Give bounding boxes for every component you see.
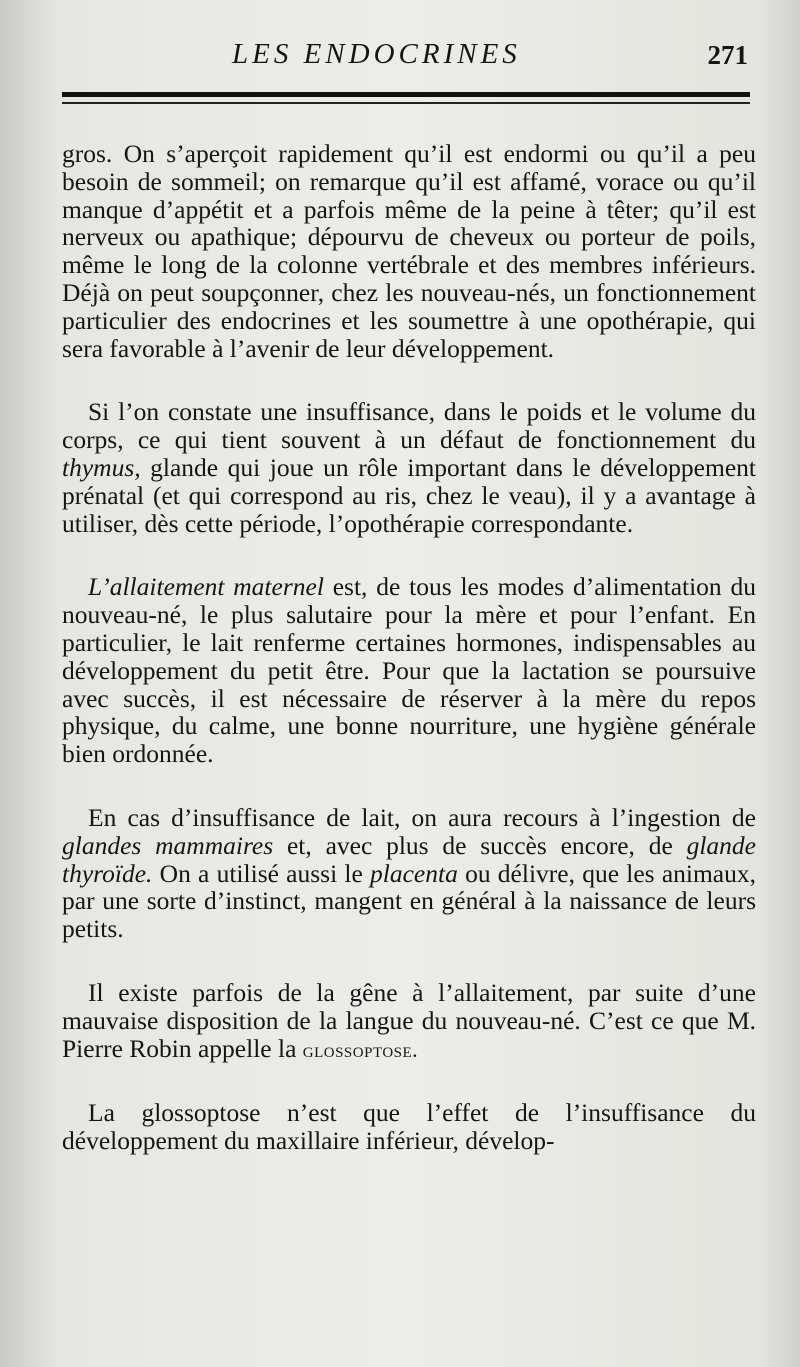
allaitement-term: L’allaitement maternel (88, 572, 324, 602)
paragraph-5 (62, 979, 756, 1063)
glande-thyroide-term: glande thyroïde. (62, 830, 756, 888)
paragraph-6: La glossoptose n’est que l’effet de l’insuffisance du développement du maxillaire inférieur, dévelop- (62, 1098, 756, 1156)
page-number: 271 (707, 40, 748, 70)
placenta-term: placenta (370, 858, 458, 888)
thymus-term: thymus, (62, 452, 141, 482)
paragraph-2-text-b: glande qui joue un rôle important dans le développement prénatal (et qui correspond au ris, chez le veau), il y a avantage à utiliser, dès cette période, l’opothérapie correspondante. (62, 452, 756, 538)
header-rule-thin (62, 102, 750, 104)
paragraph-3-text: est, de tous les modes d’alimentation du nouveau-né, le plus salutaire pour la mère et pour l’enfant. En particulier, le lait renferme certaines hormones, indispensables au développement du petit être. Pour que la lactation se poursuive avec succès, il est nécessaire de réserver à la mère du repos physique, du calme, une bonne nourriture, une hygiène générale bien ordonnée. (62, 572, 756, 769)
paragraph-4-text-d: ou délivre, que les animaux, par une sorte d’instinct, mangent en général à la naissance de leurs petits. (62, 858, 756, 944)
paragraph-5-text: Il existe parfois de la gêne à l’allaitement, par suite d’une mauvaise disposition de la langue du nouveau-né. C’est ce que M. Pierre Robin appelle la (62, 977, 756, 1063)
paragraph-3 (62, 573, 756, 768)
paragraph-4-text-a: En cas d’insuffisance de lait, on aura recours à l’ingestion de (88, 802, 756, 832)
paragraph-4 (62, 804, 756, 943)
glossoptose-term: glossoptose. (302, 1036, 419, 1062)
paragraph-4-text-b: et, avec plus de succès encore, de (273, 830, 687, 860)
body-text (62, 140, 756, 1191)
running-title: LES ENDOCRINES (232, 38, 521, 70)
glandes-mammaires-term: glandes mammaires (62, 830, 274, 860)
paragraph-2-text-a: Si l’on constate une insuffisance, dans le poids et le volume du corps, ce qui tient souvent à un défaut de fonctionnement du (62, 397, 756, 455)
paragraph-4-text-c: On a utilisé aussi le (152, 858, 371, 888)
paragraph-1: gros. On s’aperçoit rapidement qu’il est endormi ou qu’il a peu besoin de sommeil; on remarque qu’il est affamé, vorace ou qu’il manque d’appétit et a parfois même de la peine à têter; qu’il est nerveux ou apathique; dépourvu de cheveux ou porteur de poils, même le long de la colonne vertébrale et des membres inférieurs. Déjà on peut soupçonner, chez les nouveau-nés, un fonctionnement particulier des endocrines et les soumettre à une opothérapie, qui sera favorable à l’avenir de leur développement. (62, 139, 756, 363)
paragraph-2 (62, 398, 756, 537)
header-rule-thick (62, 92, 750, 97)
page-header (62, 36, 750, 76)
